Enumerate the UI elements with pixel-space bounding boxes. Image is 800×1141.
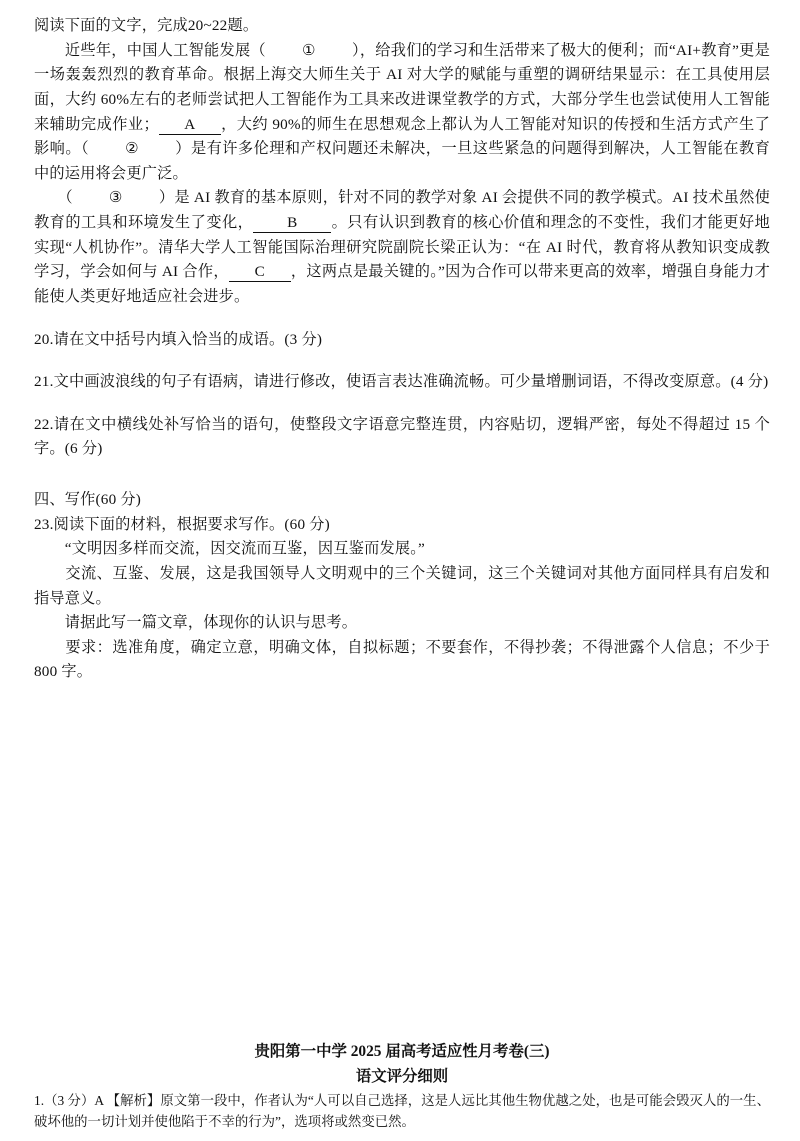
- footer-subtitle: 语文评分细则: [355, 1067, 449, 1085]
- writing-quote: “文明因多样而交流，因交流而互鉴，因互鉴而发展。”: [34, 540, 425, 558]
- p2-blank-C: C: [229, 263, 291, 282]
- p1-seg-2: ），给我们的学习和生活带来了极大的便利；而“AI+教育”更是一场轰轰烈烈的教育革命。根据上海交大师生关于 AI 对大学的赋能与重塑的调研结果显示：在工具使用层面，大约 60%左右的老师尝试把人工智能作为工具来改进课堂教学的方式，大部分学生也尝试使用人工智能来辅助完成作业；: [34, 41, 770, 133]
- p1-seg-0: 近些年，中国人工智能发展（: [34, 41, 266, 59]
- footer-answer-1: 1.（3 分）A 【解析】原文第一段中，作者认为“人可以自己选择，这是人远比其他生物优越之处，也是可能会毁灭人的一生、破坏他的一切计划并使他陷于不幸的行为”，选项将或然变已然。: [34, 1093, 770, 1130]
- question-20: [34, 328, 770, 353]
- writing-body-2: 请据此写一篇文章，体现你的认识与思考。: [34, 614, 358, 632]
- answer-key-footer: [34, 1040, 770, 1133]
- question-22-text: 请在文中横线处补写恰当的语句，使整段文字语意完整连贯，内容贴切，逻辑严密，每处不得超过 15 个字。(6 分): [34, 415, 770, 458]
- question-22-number: 22.: [34, 415, 54, 433]
- question-21-number: 21.: [34, 373, 54, 391]
- question-21: [34, 370, 770, 395]
- passage-paragraph-2: [34, 186, 770, 309]
- p1-blank-A: A: [159, 116, 221, 135]
- p2-blank-B: B: [253, 214, 331, 233]
- p2-blank-3: ③: [108, 189, 123, 207]
- p1-seg-6: ）是有许多伦理和产权问题还未解决，一旦这些紧急的问题得到解决，人工智能在教育中的运用将会更广泛。: [34, 140, 770, 182]
- p2-seg-2: ）是 AI 教育的基本原则，针对不同的教学对象 AI 会提供不同的教学模式。AI 技术虽然使教育的工具和环境发生了变化，: [34, 189, 771, 231]
- paper-content: [34, 14, 770, 685]
- writing-body-3: 要求：选准角度，确定立意，明确文体，自拟标题；不要套作，不得抄袭；不得泄露个人信息；不少于 800 字。: [34, 638, 770, 681]
- question-23-number: 23.: [34, 515, 54, 533]
- footer-exam-title: 贵阳第一中学 2025 届高考适应性月考卷(三): [254, 1043, 550, 1061]
- passage-intro: 阅读下面的文字，完成20~22题。: [34, 17, 259, 34]
- p1-blank-1: ①: [301, 41, 316, 59]
- p2-seg-6: ，这两点是最关键的。”因为合作可以带来更高的效率，增强自身能力才能使人类更好地适应社会进步。: [34, 263, 770, 305]
- p1-seg-4: ，大约 90%的师生在思想观念上都认为人工智能对知识的传授和生活方式产生了影响。（: [34, 115, 770, 158]
- question-21-text: 文中画波浪线的句子有语病，请进行修改，使语言表达准确流畅。可少量增删词语，不得改变原意。(4 分): [53, 373, 769, 391]
- p1-blank-2: ②: [125, 140, 139, 158]
- passage-paragraph-1: [34, 39, 770, 187]
- section-four-heading: 四、写作(60 分): [34, 491, 142, 508]
- writing-body-1: 交流、互鉴、发展，这是我国领导人文明观中的三个关键词，这三个关键词对其他方面同样具有启发和指导意义。: [34, 564, 770, 607]
- question-23-prompt: 阅读下面的材料，根据要求写作。(60 分): [53, 515, 330, 533]
- question-20-number: 20.: [34, 330, 54, 348]
- question-20-text: 请在文中括号内填入恰当的成语。(3 分): [53, 330, 323, 348]
- question-22: [34, 413, 770, 462]
- question-23: [34, 513, 770, 538]
- p2-seg-0: （: [34, 189, 73, 207]
- p2-seg-4: 。只有认识到教育的核心价值和理念的不变性，我们才能更好地实现“人机协作”。清华大学人工智能国际治理研究院副院长梁正认为：“在 AI 时代，教育将从教知识变成教学习，学会如何与 AI 合作，: [34, 214, 770, 281]
